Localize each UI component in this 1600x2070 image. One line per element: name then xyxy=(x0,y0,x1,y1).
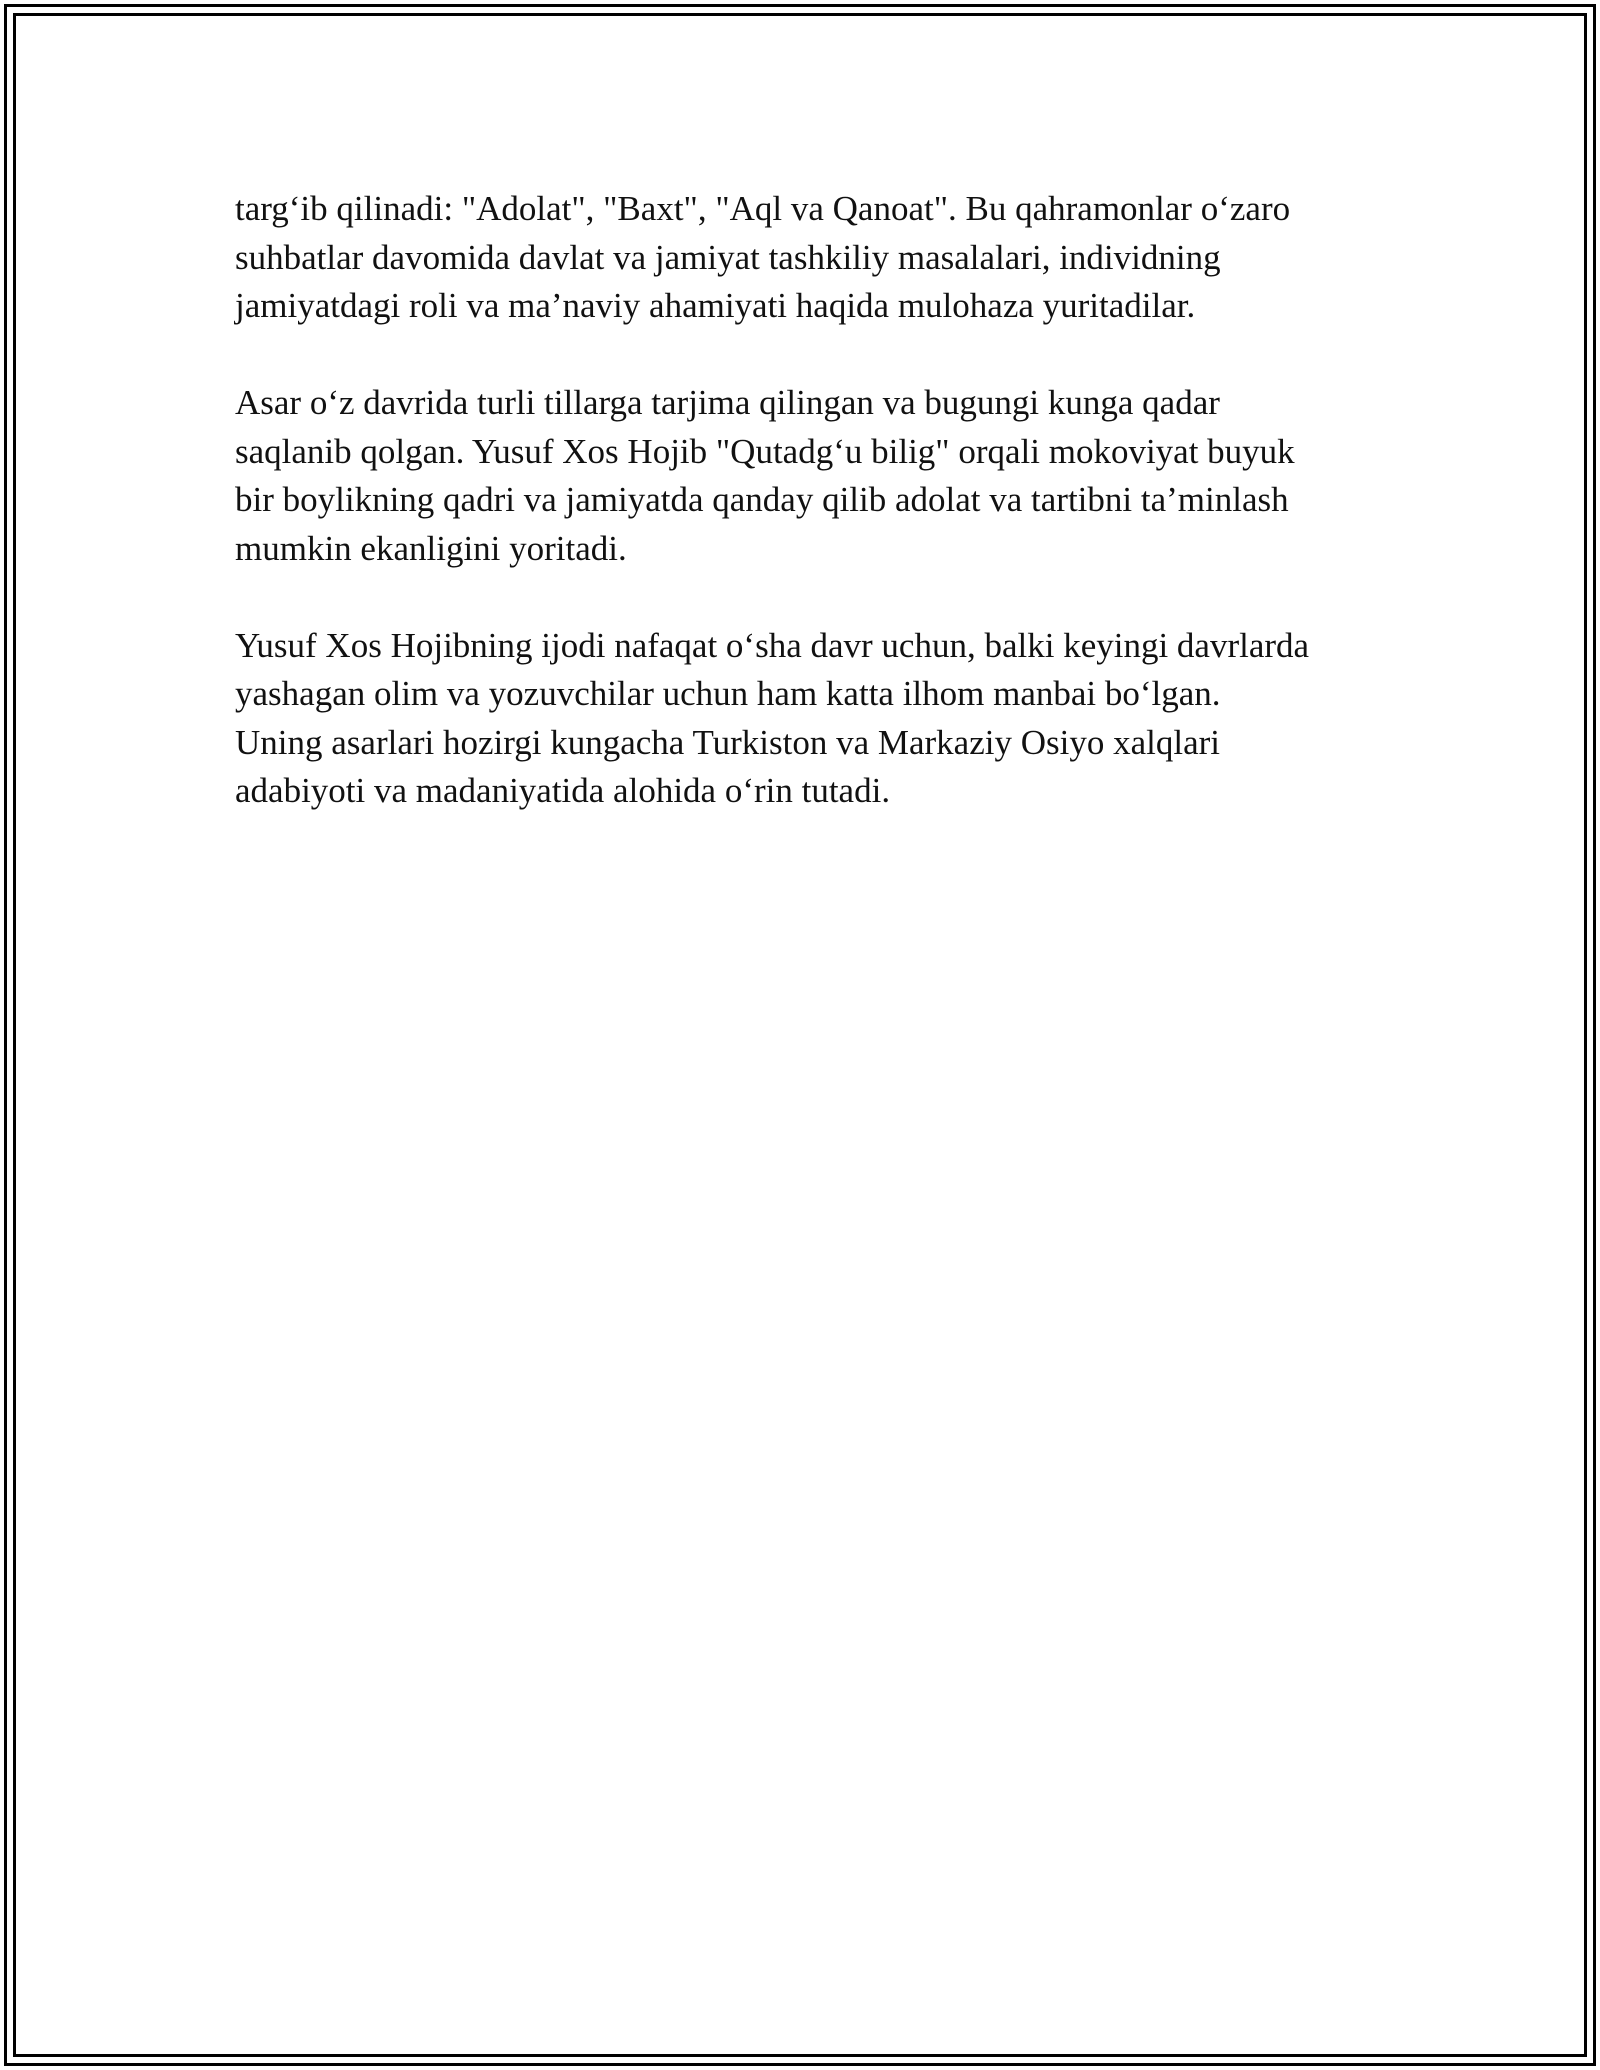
paragraph-line: bir boylikning qadri va jamiyatda qanday qilib adolat va tartibni ta’minlash xyxy=(235,480,1289,519)
paragraph-line: suhbatlar davomida davlat va jamiyat tashkiliy masalalari, individning xyxy=(235,237,1221,277)
paragraph-1 xyxy=(235,185,1375,331)
paragraph-line: jamiyatdagi roli va ma’naviy ahamiyati haqida mulohaza yuritadilar. xyxy=(235,286,1196,325)
paragraph-line: targ‘ib qilinadi: "Adolat", "Baxt", "Aql va Qanoat". Bu qahramonlar o‘zaro xyxy=(235,189,1291,228)
paragraph-line: Asar o‘z davrida turli tillarga tarjima qilingan va bugungi kunga qadar xyxy=(235,383,1220,422)
paragraph-line: saqlanib qolgan. Yusuf Xos Hojib "Qutadg‘u bilig" orqali mokoviyat buyuk xyxy=(235,431,1295,471)
paragraph-line: Yusuf Xos Hojibning ijodi nafaqat o‘sha davr uchun, balki keyingi davrlarda xyxy=(235,625,1310,665)
paragraph-2 xyxy=(235,379,1375,573)
paragraph-3 xyxy=(235,622,1375,816)
paragraph-line: adabiyoti va madaniyatida alohida o‘rin tutadi. xyxy=(235,771,891,810)
paragraph-line: yashagan olim va yozuvchilar uchun ham katta ilhom manbai bo‘lgan. xyxy=(235,674,1221,713)
document-body xyxy=(235,185,1375,864)
paragraph-line: Uning asarlari hozirgi kungacha Turkiston va Markaziy Osiyo xalqlari xyxy=(235,722,1220,762)
paragraph-line: mumkin ekanligini yoritadi. xyxy=(235,528,627,568)
